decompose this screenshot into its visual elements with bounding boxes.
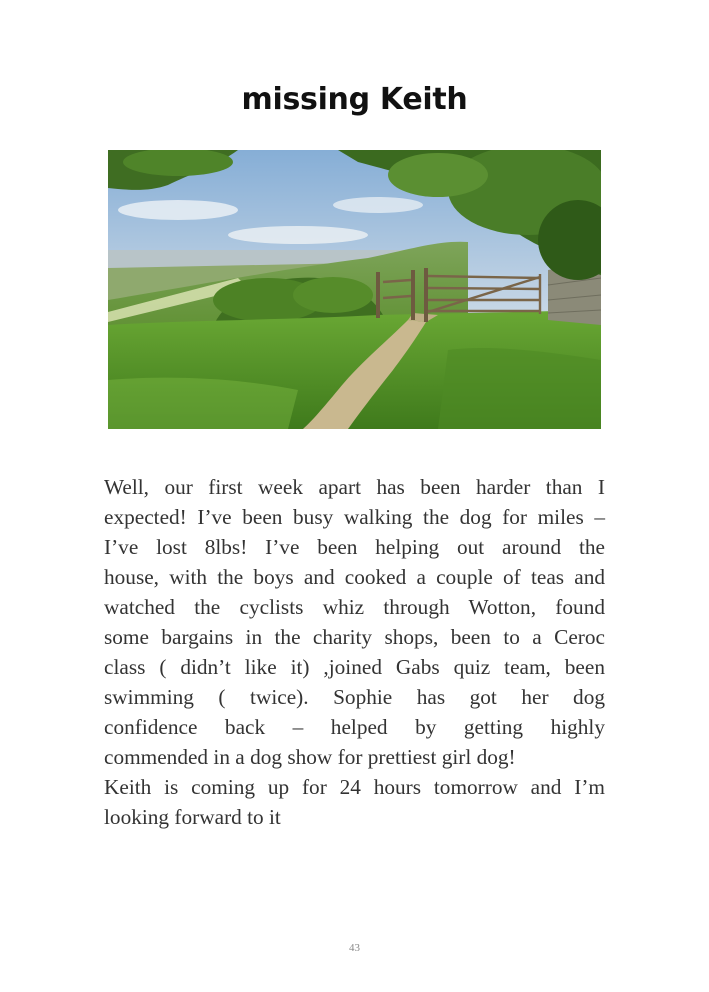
landscape-illustration (108, 150, 601, 429)
page-number: 43 (349, 942, 360, 954)
body-line: Well, our first week apart has been harder than I (104, 475, 605, 499)
body-line: Keith is coming up for 24 hours tomorrow and I’m (104, 775, 605, 799)
body-line: confidence back – helped by getting highly (104, 715, 605, 739)
body-line: commended in a dog show for prettiest girl dog! (104, 745, 516, 769)
countryside-photo (108, 150, 601, 429)
body-line: some bargains in the charity shops, been to a Ceroc (104, 625, 605, 649)
body-paragraph (104, 472, 605, 832)
page-title: missing Keith (241, 82, 468, 117)
body-line: I’ve lost 8lbs! I’ve been helping out around the (104, 535, 605, 559)
body-line: expected! I’ve been busy walking the dog for miles – (104, 505, 605, 529)
body-line: swimming ( twice). Sophie has got her dog (104, 685, 605, 709)
body-line: looking forward to it (104, 805, 281, 829)
body-line: watched the cyclists whiz through Wotton, found (104, 595, 605, 619)
body-line: class ( didn’t like it) ,joined Gabs quiz team, been (104, 655, 605, 679)
body-line: house, with the boys and cooked a couple of teas and (104, 565, 605, 589)
